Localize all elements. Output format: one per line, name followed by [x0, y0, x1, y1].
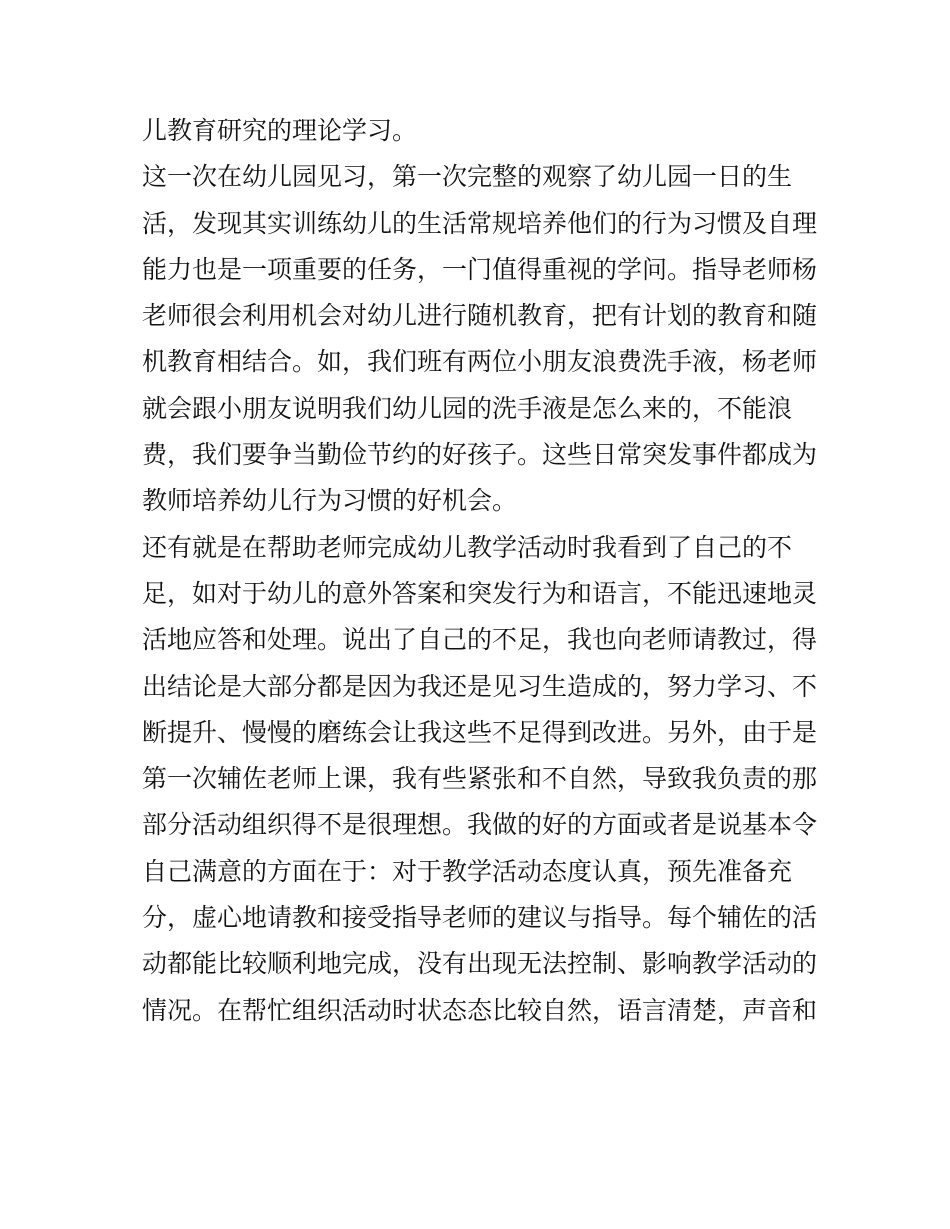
- text-line: 就会跟小朋友说明我们幼儿园的洗手液是怎么来的，不能浪: [142, 393, 793, 423]
- text-line: 情况。在帮忙组织活动时状态态比较自然，语言清楚，声音和: [142, 995, 818, 1025]
- text-line: 机教育相结合。如，我们班有两位小朋友浪费洗手液，杨老师: [142, 347, 818, 377]
- text-line: 老师很会利用机会对幼儿进行随机教育，把有计划的教育和随: [142, 301, 818, 331]
- text-line: 足，如对于幼儿的意外答案和突发行为和语言，不能迅速地灵: [142, 578, 818, 608]
- body-text: [142, 108, 822, 1034]
- text-line: 这一次在幼儿园见习，第一次完整的观察了幼儿园一日的生: [142, 162, 793, 192]
- text-line: 断提升、慢慢的磨练会让我这些不足得到改进。另外，由于是: [142, 717, 818, 747]
- text-line: 还有就是在帮助老师完成幼儿教学活动时我看到了自己的不: [142, 532, 793, 562]
- text-line: 动都能比较顺利地完成，没有出现无法控制、影响教学活动的: [142, 949, 818, 979]
- text-line: 教师培养幼儿行为习惯的好机会。: [142, 486, 518, 516]
- text-line: 分，虚心地请教和接受指导老师的建议与指导。每个辅佐的活: [142, 903, 818, 933]
- text-line: 费，我们要争当勤俭节约的好孩子。这些日常突发事件都成为: [142, 440, 818, 470]
- text-line: 活地应答和处理。说出了自己的不足，我也向老师请教过，得: [142, 625, 818, 655]
- text-line: 出结论是大部分都是因为我还是见习生造成的，努力学习、不: [142, 671, 818, 701]
- text-line: 活，发现其实训练幼儿的生活常规培养他们的行为习惯及自理: [142, 208, 818, 238]
- text-line: 儿教育研究的理论学习。: [142, 116, 418, 145]
- text-line: 部分活动组织得不是很理想。我做的好的方面或者是说基本令: [142, 810, 818, 840]
- text-line: 自己满意的方面在于：对于教学活动态度认真，预先准备充: [142, 856, 793, 886]
- text-line: 第一次辅佐老师上课，我有些紧张和不自然，导致我负责的那: [142, 764, 818, 794]
- text-line: 能力也是一项重要的任务，一门值得重视的学问。指导老师杨: [142, 254, 818, 284]
